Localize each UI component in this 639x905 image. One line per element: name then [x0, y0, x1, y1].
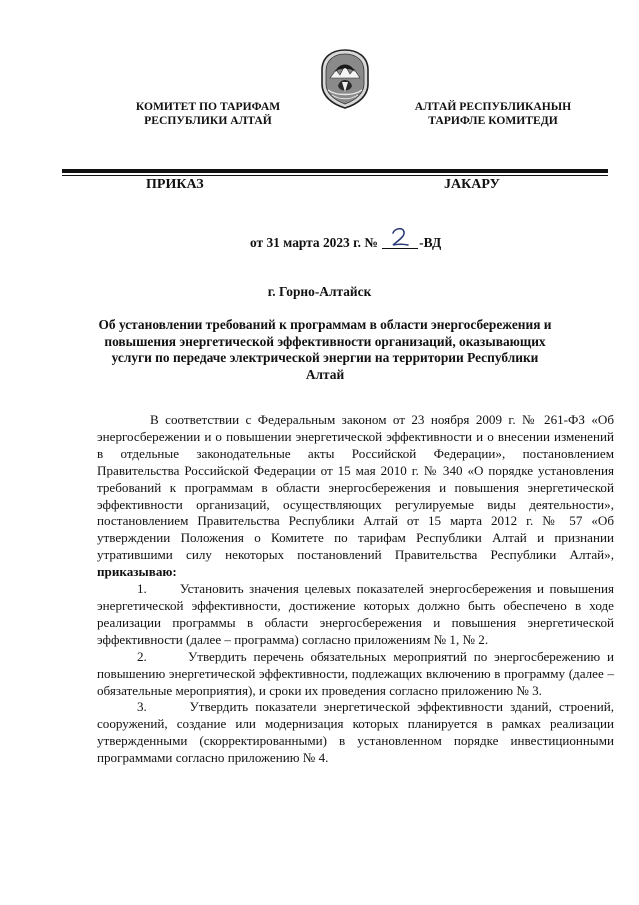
- doc-type-russian: ПРИКАЗ: [146, 177, 204, 192]
- issuer-name-altai: [393, 100, 593, 128]
- order-number-field: [382, 234, 418, 249]
- order-date-number: [250, 234, 441, 252]
- preamble-paragraph: [97, 412, 614, 581]
- issuer-name-altai-line2: ТАРИФЛЕ КОМИТЕДИ: [428, 114, 558, 127]
- issuer-name-russian-line1: КОМИТЕТ ПО ТАРИФАМ: [135, 100, 281, 113]
- doc-type-altai: ЈАКАРУ: [444, 177, 500, 192]
- order-date: от 31 марта 2023 г. №: [250, 235, 378, 250]
- header-divider-thin: [62, 175, 608, 176]
- order-item-1: 1. Установить значения целевых показателей энергосбережения и повышения энергетической эффективности, достижение которых должно быть обеспечено в ходе реализации программы в области энергосбережения и повышения энергетической эффективности (далее – программа) согласно приложениям № 1, № 2.: [97, 581, 614, 647]
- coat-of-arms-icon: [318, 48, 372, 110]
- order-number-suffix: -ВД: [419, 235, 442, 250]
- document-title: Об установлении требований к программам в области энергосбережения и повышения энергетической эффективности организаций, оказывающих услуги по передаче электрической энергии на территории Республики Алтай: [98, 317, 552, 382]
- city: г. Горно-Алтайск: [267, 284, 372, 299]
- order-item-3: 3. Утвердить показатели энергетической эффективности зданий, строений, сооружений, создание или модернизация которых планируется в рамках реализации утвержденными (скорректированными) в установленном порядке инвестиционными программами согласно приложению № 4.: [97, 699, 614, 766]
- order-item-2: 2. Утвердить перечень обязательных мероприятий по энергосбережению и повышению энергетической эффективности, подлежащих включению в программу (далее – обязательные мероприятия), и сроки их проведения согласно приложению № 3.: [97, 648, 614, 698]
- issuer-name-russian-line2: РЕСПУБЛИКИ АЛТАЙ: [144, 114, 272, 127]
- preamble-text: В соответствии с Федеральным законом от 23 ноября 2009 г. № 261-ФЗ «Об энергосбережении и о повышении энергетической эффективности и о внесении изменений в отдельные законодательные акты Российской Федерации», постановлением Правительства Российской Федерации от 15 мая 2010 г. № 340 «О порядке установления требований к программам в области энергосбережения и повышения энергетической эффективности организаций, осуществляющих регулируемые виды деятельности», постановлением Правительства Республики Алтай от 15 марта 2012 г. № 57 «Об утверждении Положения о Комитете по тарифам Республики Алтай и признании утратившими силу некоторых постановлений Правительства Республики Алтай»,: [97, 412, 614, 563]
- header-divider-thick: [62, 169, 608, 173]
- directive: приказываю:: [97, 564, 177, 580]
- issuer-name-altai-line1: АЛТАЙ РЕСПУБЛИКАНЫН: [414, 100, 572, 113]
- handwritten-number: [388, 226, 412, 248]
- issuer-name-russian: [108, 100, 308, 128]
- document-body: [97, 412, 614, 767]
